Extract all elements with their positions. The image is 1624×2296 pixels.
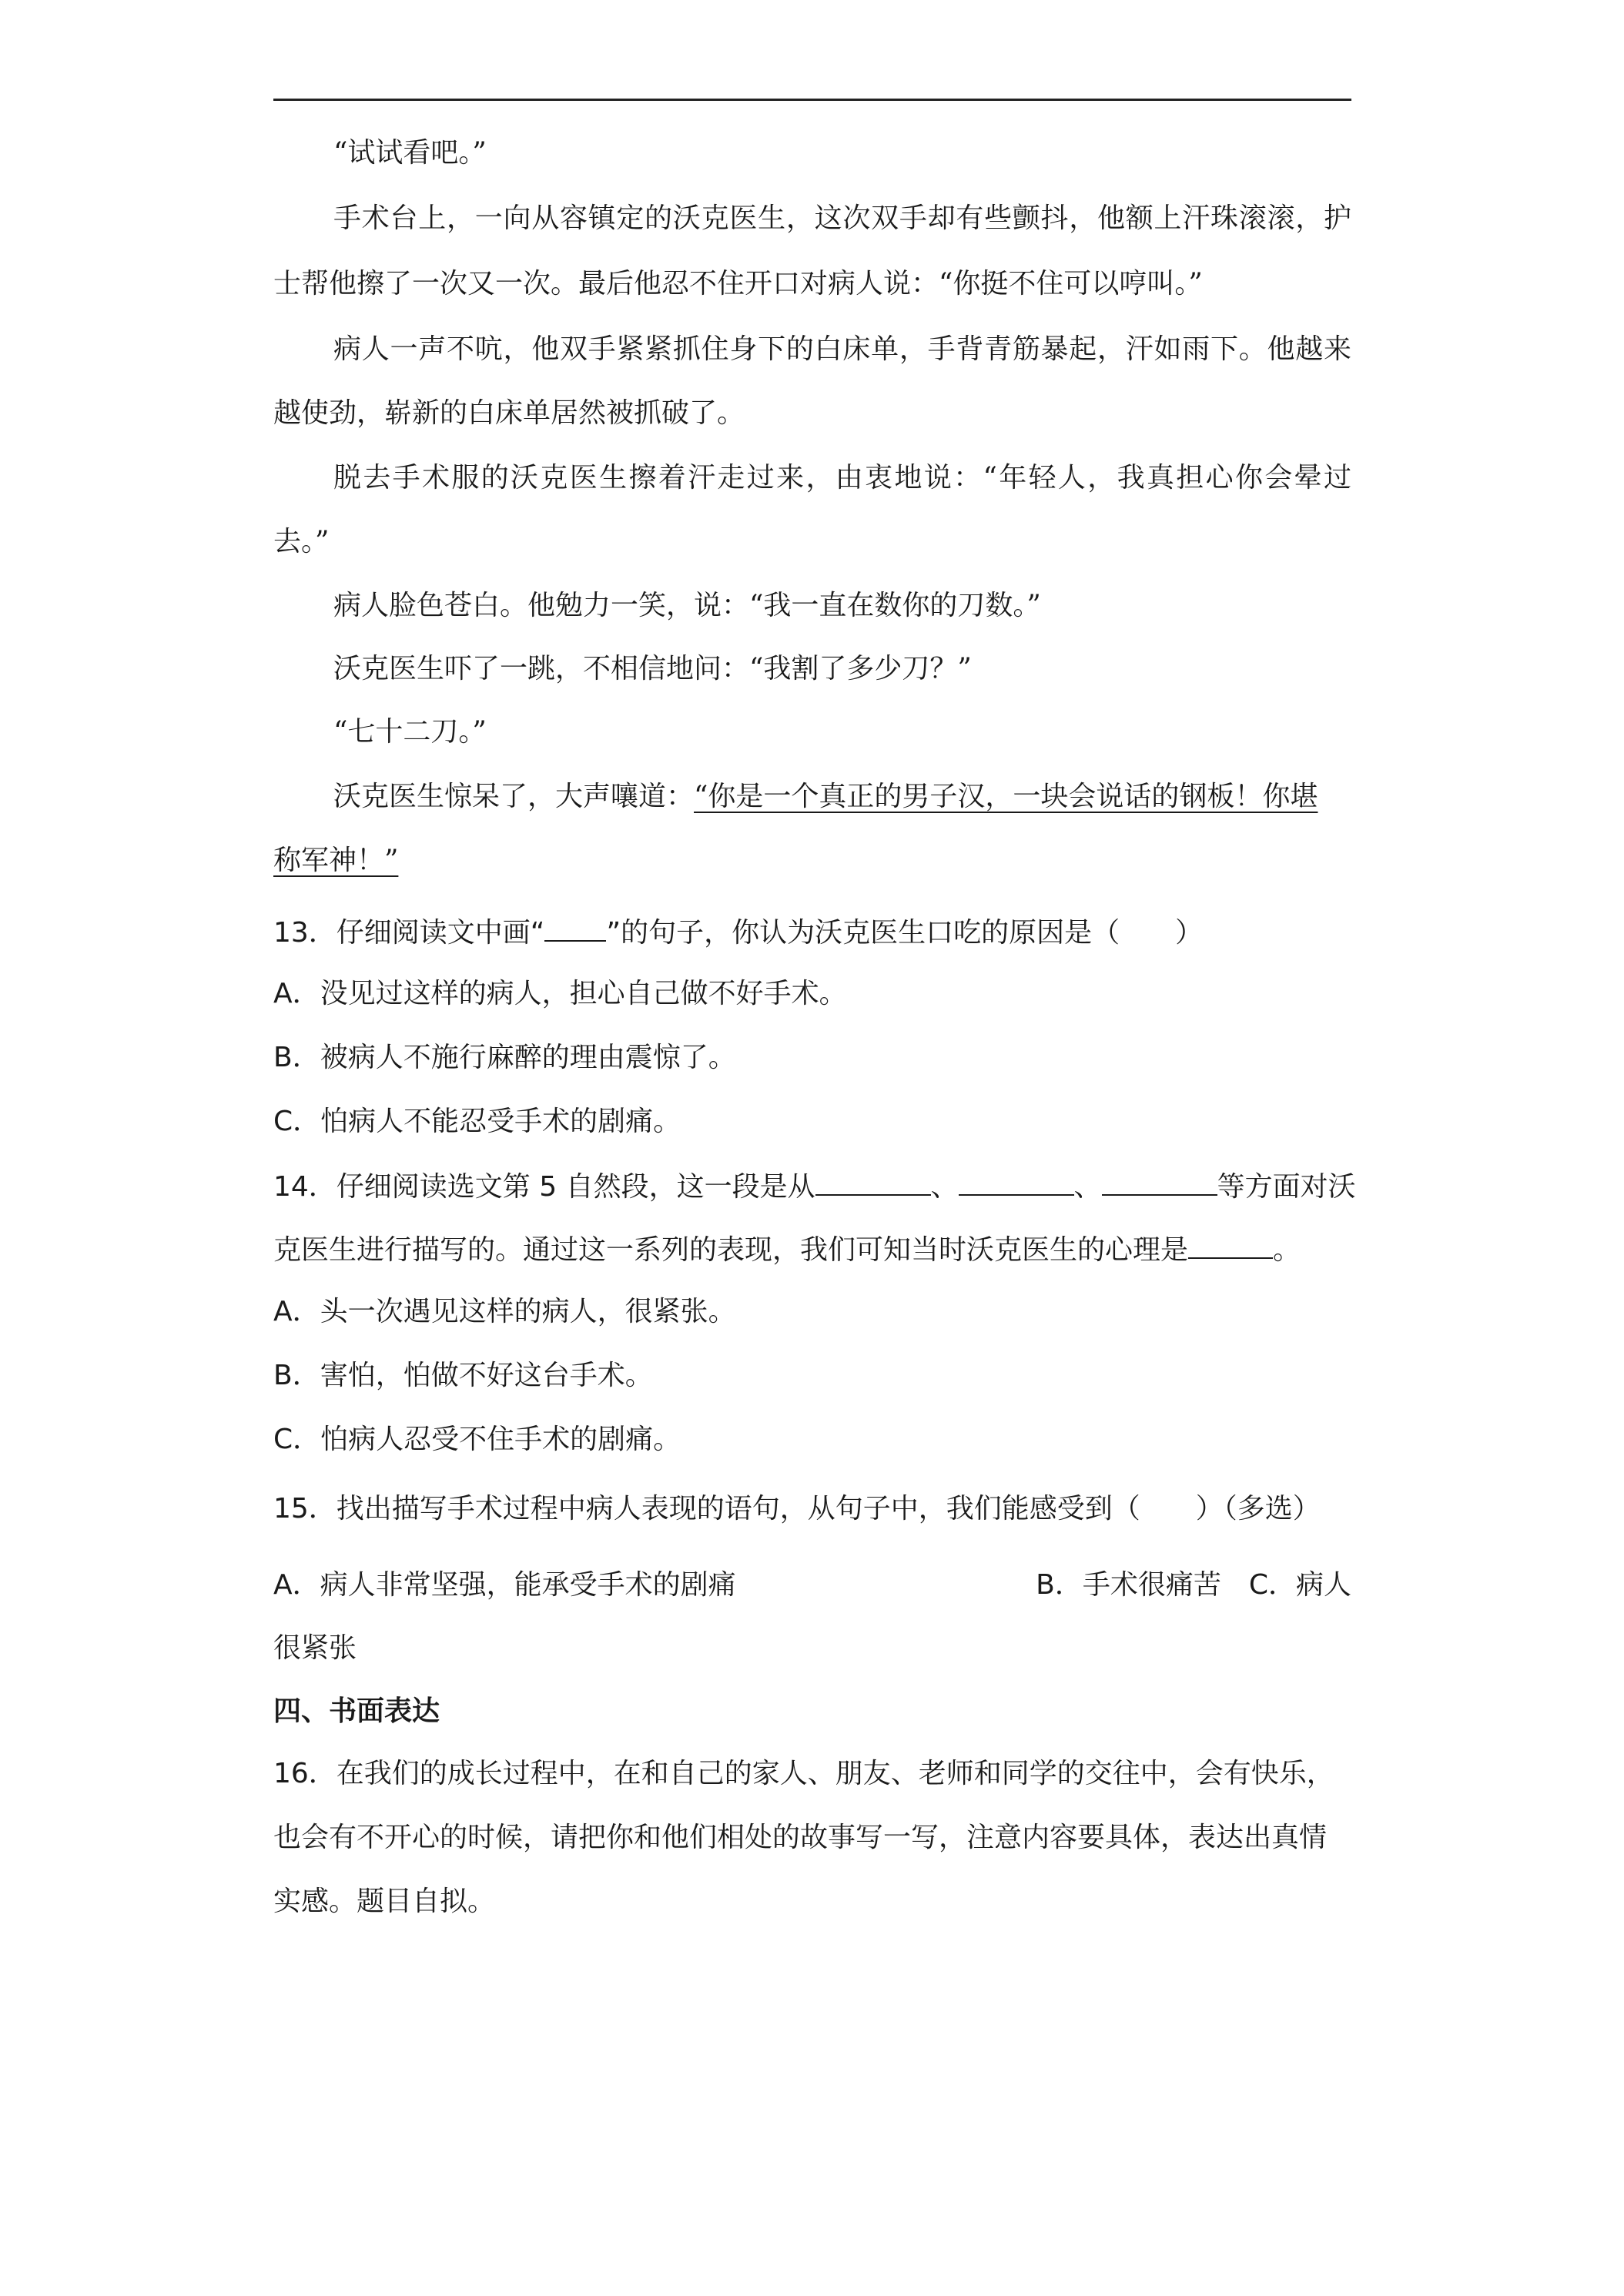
passage-paragraph-4-line-1: 脱去手术服的沃克医生擦着汗走过来，由衷地说：“年轻人，我真担心你会晕过 [333, 462, 1351, 494]
question-14-stem-line-1 [273, 1166, 1356, 1206]
question-14-blank-4[interactable] [1188, 1230, 1273, 1259]
question-13-stem-end: ”的句子，你认为沃克医生口吃的原因是（ ） [606, 917, 1204, 949]
passage-paragraph-2-line-2: 士帮他擦了一次又一次。最后他忍不住开口对病人说：“你挺不住可以哼叫。” [273, 268, 1203, 300]
question-16-line-1: 16．在我们的成长过程中，在和自己的家人、朋友、老师和同学的交往中，会有快乐， [273, 1758, 1334, 1789]
question-14-option-c: C．怕病人忍受不住手术的剧痛。 [273, 1424, 681, 1455]
question-14-separator-1: 、 [930, 1171, 959, 1203]
question-14-stem-line-2 [273, 1230, 1351, 1269]
passage-paragraph-8-prefix: 沃克医生惊呆了，大声嚷道： [333, 781, 695, 812]
question-15-option-a: A．病人非常坚强，能承受手术的剧痛 [273, 1569, 736, 1601]
header-rule [273, 99, 1351, 101]
question-15-options-row [273, 1567, 1351, 1604]
question-16-line-2: 也会有不开心的时候，请把你和他们相处的故事写一写，注意内容要具体，表达出真情 [273, 1822, 1328, 1853]
question-14-stem-part-2: 等方面对沃 [1217, 1171, 1356, 1203]
passage-paragraph-6: 沃克医生吓了一跳，不相信地问：“我割了多少刀？” [333, 653, 972, 684]
question-13-option-b: B．被病人不施行麻醉的理由震惊了。 [273, 1042, 736, 1073]
question-14-option-b: B．害怕，怕做不好这台手术。 [273, 1360, 653, 1391]
question-13-option-c: C．怕病人不能忍受手术的剧痛。 [273, 1106, 681, 1137]
question-14-blank-1[interactable] [815, 1166, 931, 1196]
passage-paragraph-7: “七十二刀。” [333, 716, 487, 748]
question-13-stem [273, 912, 1351, 952]
passage-paragraph-3-line-2: 越使劲，崭新的白床单居然被抓破了。 [273, 397, 745, 429]
question-14-separator-2: 、 [1073, 1171, 1102, 1203]
question-15-option-b: B．手术很痛苦 [1036, 1569, 1221, 1601]
passage-paragraph-1: “试试看吧。” [333, 137, 487, 169]
question-13-option-a: A．没见过这样的病人，担心自己做不好手术。 [273, 978, 847, 1009]
question-14-option-a: A．头一次遇见这样的病人，很紧张。 [273, 1296, 736, 1327]
question-14-blank-3[interactable] [1102, 1166, 1217, 1196]
underlined-sentence-part-2: 称军神！” [273, 845, 399, 876]
question-14-blank-2[interactable] [959, 1166, 1074, 1196]
question-14-stem-part-3: 克医生进行描写的。通过这一系列的表现，我们可知当时沃克医生的心理是 [273, 1234, 1189, 1266]
question-15-option-c-continued: 很紧张 [273, 1632, 357, 1664]
passage-paragraph-8-line-2 [273, 842, 1351, 879]
question-13-underline-marker [544, 912, 606, 942]
passage-paragraph-3-line-1: 病人一声不吭，他双手紧紧抓住身下的白床单，手背青筋暴起，汗如雨下。他越来 [333, 333, 1351, 365]
question-14-stem-part-1: 14．仔细阅读选文第 5 自然段，这一段是从 [273, 1171, 815, 1203]
passage-paragraph-5: 病人脸色苍白。他勉力一笑，说：“我一直在数你的刀数。” [333, 590, 1041, 621]
passage-paragraph-8-line-1 [273, 778, 1351, 815]
passage-paragraph-4-line-2: 去。” [273, 526, 330, 557]
question-14-stem-end: 。 [1273, 1234, 1301, 1266]
passage-paragraph-2-line-1: 手术台上，一向从容镇定的沃克医生，这次双手却有些颤抖，他额上汗珠滚滚，护 [333, 202, 1351, 234]
section-4-heading: 四、书面表达 [273, 1695, 440, 1727]
underlined-sentence-part-1: “你是一个真正的男子汉，一块会说话的钢板！你堪 [694, 781, 1318, 812]
question-16-line-3: 实感。题目自拟。 [273, 1886, 496, 1917]
question-13-stem-start: 13．仔细阅读文中画“ [273, 917, 545, 949]
question-15-stem: 15．找出描写手术过程中病人表现的语句，从句子中，我们能感受到（ ）（多选） [273, 1493, 1321, 1525]
question-15-option-c: C．病人 [1248, 1569, 1351, 1601]
